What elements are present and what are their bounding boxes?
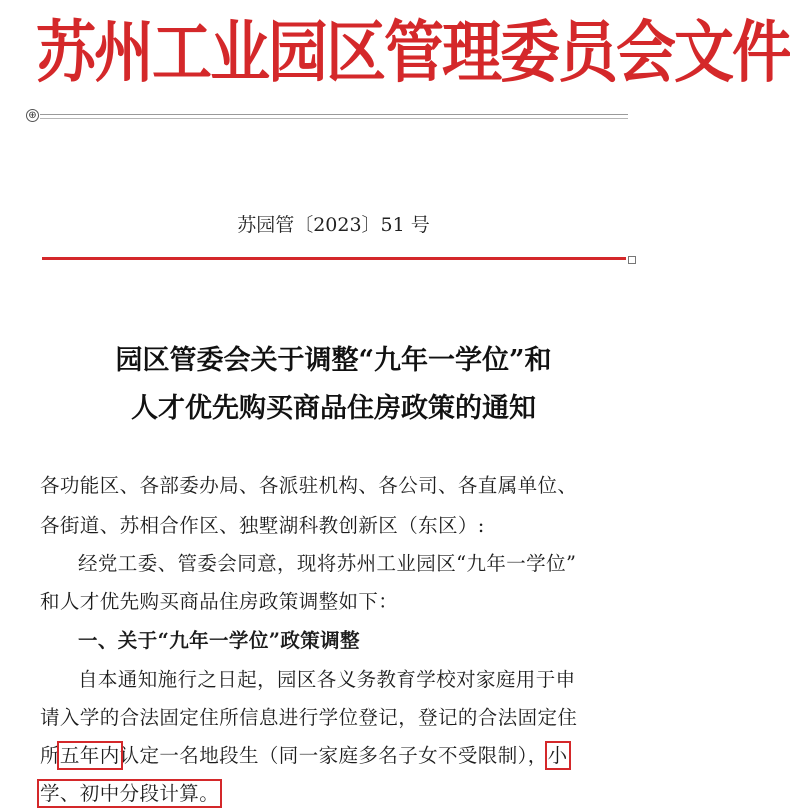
addressees-line-1: 各功能区、各部委办局、各派驻机构、各公司、各直属单位、 bbox=[40, 474, 578, 497]
highlight-five-years: 五年内 bbox=[59, 744, 120, 767]
segment-calculation-period: 。 bbox=[199, 782, 220, 805]
paragraph-2-line-3-start: 所 bbox=[40, 744, 60, 767]
section-1-heading: 一、关于“九年一学位”政策调整 bbox=[78, 629, 360, 652]
header-rule bbox=[40, 114, 628, 115]
paragraph-1-line-1: 经党工委、管委会同意，现将苏州工业园区“九年一学位” bbox=[78, 552, 577, 575]
addressees-line-2: 各街道、苏相合作区、独墅湖科教创新区（东区）: bbox=[40, 514, 485, 537]
paragraph-2-line-2: 请入学的合法固定住所信息进行学位登记，登记的合法固定住 bbox=[40, 706, 578, 729]
red-separator-rule bbox=[42, 257, 626, 260]
paragraph-2-line-1: 自本通知施行之日起，园区各义务教育学校对家庭用于申 bbox=[78, 668, 576, 691]
document-title-line-1: 园区管委会关于调整“九年一学位”和 bbox=[115, 345, 552, 376]
resize-handle-icon bbox=[628, 256, 636, 264]
document-number: 苏园管〔2023〕51 号 bbox=[237, 214, 430, 236]
header-rule-secondary bbox=[40, 118, 628, 119]
document-title-line-2: 人才优先购买商品住房政策的通知 bbox=[131, 393, 536, 424]
segment-calculation-text: 学、初中分段计算 bbox=[40, 782, 200, 805]
document-masthead: 苏州工业园区管理委员会文件 bbox=[36, 13, 790, 93]
paragraph-2-line-4 bbox=[40, 778, 640, 806]
highlight-xiao: 小 bbox=[547, 744, 568, 767]
paragraph-1-line-2: 和人才优先购买商品住房政策调整如下： bbox=[40, 590, 399, 613]
paragraph-2-line-3 bbox=[40, 740, 640, 768]
anchor-icon: ⊕ bbox=[26, 109, 39, 122]
paragraph-2-line-3-middle: 认定一名地段生（同一家庭多名子女不受限制）， bbox=[119, 744, 548, 767]
highlight-segment-calculation bbox=[40, 782, 219, 805]
